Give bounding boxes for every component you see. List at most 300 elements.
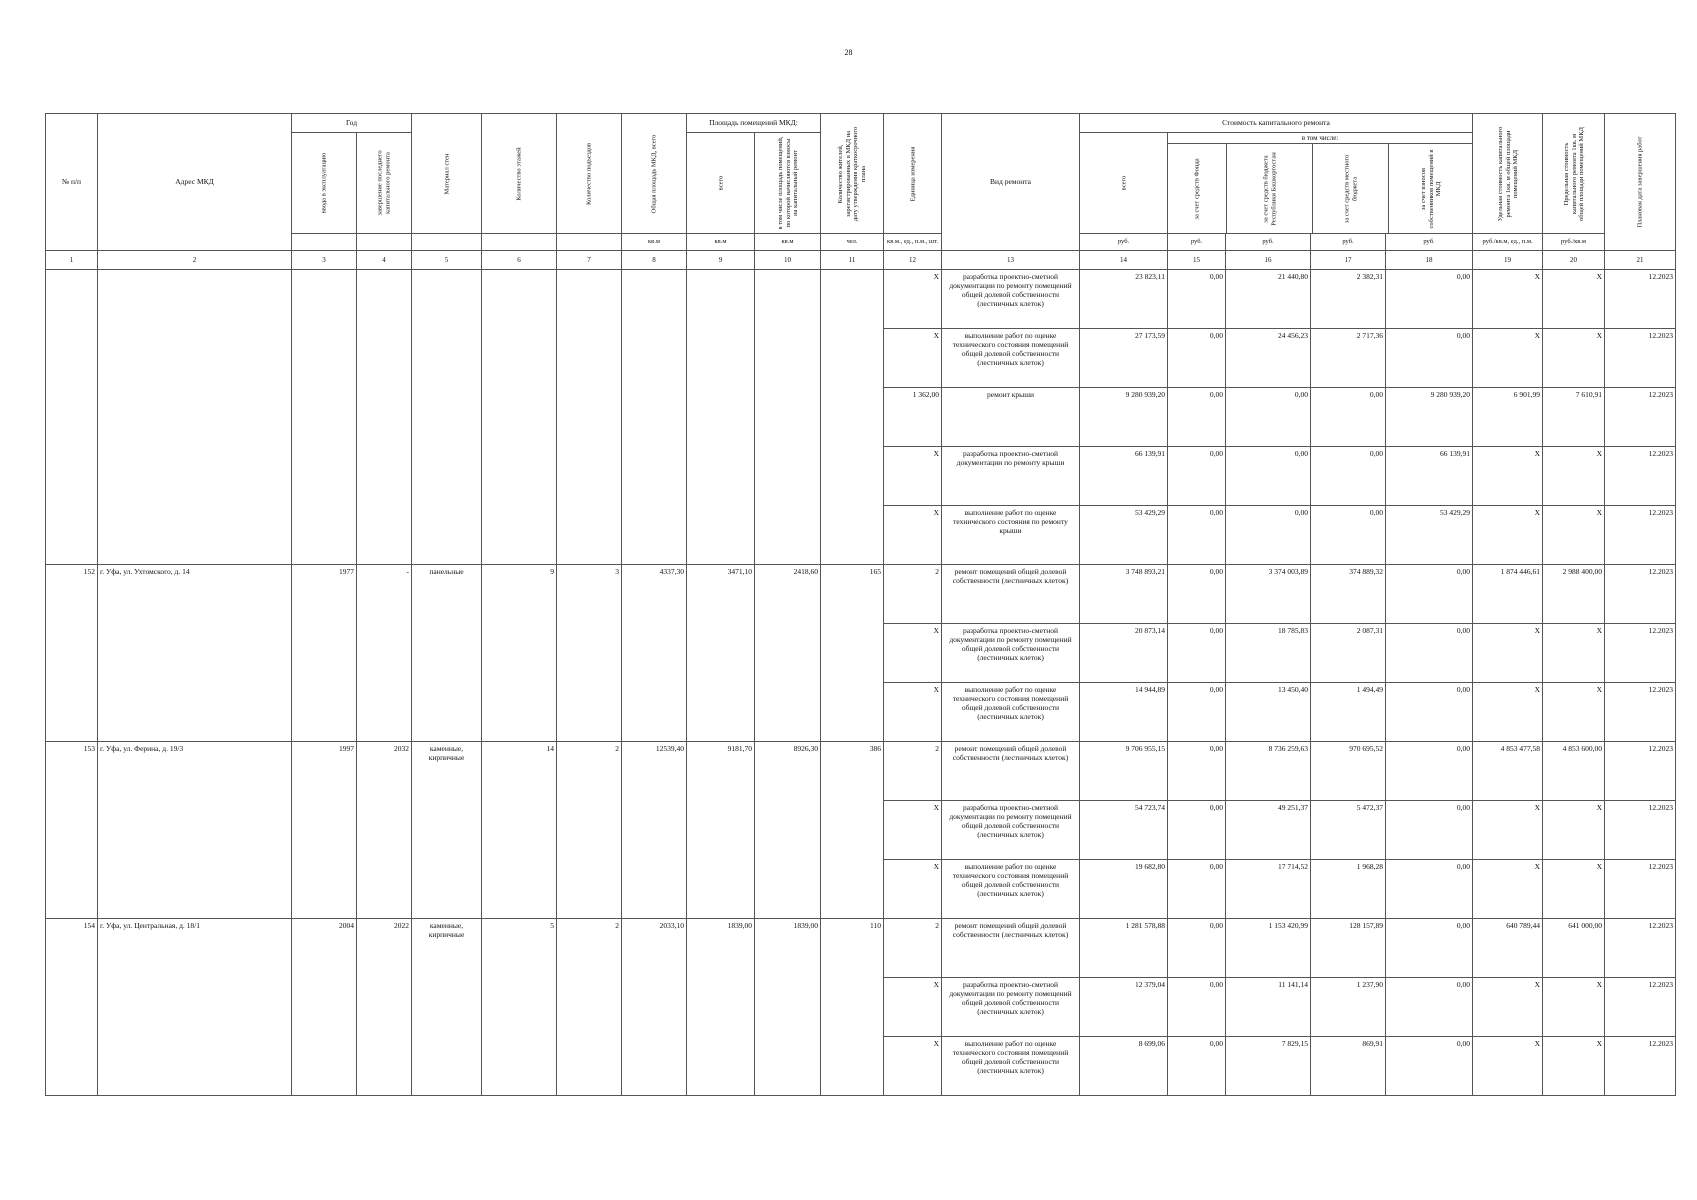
cell-loc: 374 889,32 <box>1311 565 1386 624</box>
cell-ta <box>622 801 687 860</box>
col-premises-area: Площадь помещений МКД: <box>687 114 821 133</box>
cell-fund: 0,00 <box>1168 1037 1226 1096</box>
column-number: 5 <box>412 251 482 270</box>
cell-rep: 0,00 <box>1226 388 1311 447</box>
cell-date: 12.2023 <box>1605 388 1676 447</box>
cell-unit: 1 362,00 <box>884 388 942 447</box>
cell-addr <box>98 860 292 919</box>
cell-total: 23 823,11 <box>1080 270 1168 329</box>
cell-ta <box>622 506 687 565</box>
cell-ta <box>622 329 687 388</box>
cell-en <box>557 329 622 388</box>
column-number: 10 <box>755 251 821 270</box>
cell-own: 0,00 <box>1386 329 1473 388</box>
cell-mc: X <box>1543 270 1605 329</box>
cell-pa: 3471,10 <box>687 565 755 624</box>
cell-date: 12.2023 <box>1605 447 1676 506</box>
cell-en: 2 <box>557 742 622 801</box>
cell-fund: 0,00 <box>1168 919 1226 978</box>
cell-unit: X <box>884 683 942 742</box>
cell-mc: 7 610,91 <box>1543 388 1605 447</box>
cell-mc: X <box>1543 1037 1605 1096</box>
column-number: 2 <box>98 251 292 270</box>
cell-fund: 0,00 <box>1168 388 1226 447</box>
cell-fl <box>482 624 557 683</box>
cell-type: выполнение работ по оценке технического состояния помещений общей долевой собственности (лестничных клеток) <box>942 683 1080 742</box>
cell-uc: 6 901,99 <box>1473 388 1543 447</box>
cell-addr: г. Уфа, ул. Центральная, д. 18/1 <box>98 919 292 978</box>
cell-date: 12.2023 <box>1605 919 1676 978</box>
cell-loc: 970 695,52 <box>1311 742 1386 801</box>
cell-y1 <box>292 388 357 447</box>
cell-uc: X <box>1473 978 1543 1037</box>
cell-res <box>821 1037 884 1096</box>
column-number: 14 <box>1080 251 1168 270</box>
cell-type: ремонт помещений общей долевой собственности (лестничных клеток) <box>942 742 1080 801</box>
cell-ta <box>622 388 687 447</box>
cell-type: выполнение работ по оценке технического состояния помещений общей долевой собственности (лестничных клеток) <box>942 860 1080 919</box>
cell-fl <box>482 506 557 565</box>
column-number: 7 <box>557 251 622 270</box>
cell-res <box>821 860 884 919</box>
cell-res <box>821 447 884 506</box>
cell-uc: X <box>1473 860 1543 919</box>
cell-type: разработка проектно-сметной документации по ремонту помещений общей долевой собственности (лестничных клеток) <box>942 624 1080 683</box>
column-number: 3 <box>292 251 357 270</box>
cell-num <box>46 801 98 860</box>
col-wall-material: Материал стен <box>412 114 482 234</box>
table-row <box>46 447 1676 506</box>
cell-date: 12.2023 <box>1605 565 1676 624</box>
cell-pa <box>687 270 755 329</box>
cell-type: разработка проектно-сметной документации по ремонту помещений общей долевой собственности (лестничных клеток) <box>942 978 1080 1037</box>
table-header <box>46 114 1676 270</box>
cell-total: 54 723,74 <box>1080 801 1168 860</box>
cell-rep: 7 829,15 <box>1226 1037 1311 1096</box>
cell-addr <box>98 683 292 742</box>
cell-own: 0,00 <box>1386 742 1473 801</box>
cell-type: ремонт помещений общей долевой собственности (лестничных клеток) <box>942 565 1080 624</box>
cell-total: 9 706 955,15 <box>1080 742 1168 801</box>
cell-pi: 1839,00 <box>755 919 821 978</box>
cell-pa <box>687 860 755 919</box>
cell-mc: 641 000,00 <box>1543 919 1605 978</box>
cell-loc: 128 157,89 <box>1311 919 1386 978</box>
cell-ta: 2033,10 <box>622 919 687 978</box>
cell-ta <box>622 1037 687 1096</box>
cell-unit: 2 <box>884 742 942 801</box>
cell-mat: каменные, кирпичные <box>412 742 482 801</box>
unit-rub3: руб. <box>1226 234 1311 251</box>
cell-y1 <box>292 506 357 565</box>
cell-pa <box>687 801 755 860</box>
cell-pa <box>687 624 755 683</box>
cell-loc: 0,00 <box>1311 388 1386 447</box>
cell-y2: 2032 <box>357 742 412 801</box>
cell-num <box>46 624 98 683</box>
cell-res: 110 <box>821 919 884 978</box>
cell-res <box>821 624 884 683</box>
repair-plan-table <box>45 113 1676 1096</box>
cell-own: 0,00 <box>1386 683 1473 742</box>
cell-fl <box>482 447 557 506</box>
table-row <box>46 270 1676 329</box>
cell-addr <box>98 624 292 683</box>
cell-y1 <box>292 860 357 919</box>
cell-en <box>557 978 622 1037</box>
cell-type: разработка проектно-сметной документации по ремонту помещений общей долевой собственности (лестничных клеток) <box>942 270 1080 329</box>
cell-num <box>46 270 98 329</box>
cell-fund: 0,00 <box>1168 329 1226 388</box>
cell-loc: 1 968,28 <box>1311 860 1386 919</box>
cell-total: 66 139,91 <box>1080 447 1168 506</box>
cell-en: 3 <box>557 565 622 624</box>
cell-uc: X <box>1473 1037 1543 1096</box>
cell-rep: 49 251,37 <box>1226 801 1311 860</box>
column-number: 13 <box>942 251 1080 270</box>
cell-fund: 0,00 <box>1168 860 1226 919</box>
col-year: Год <box>292 114 412 133</box>
unit-people: чел. <box>821 234 884 251</box>
cell-total: 3 748 893,21 <box>1080 565 1168 624</box>
cell-pi: 8926,30 <box>755 742 821 801</box>
cell-date: 12.2023 <box>1605 329 1676 388</box>
cell-date: 12.2023 <box>1605 506 1676 565</box>
cell-rep: 0,00 <box>1226 506 1311 565</box>
column-number: 16 <box>1226 251 1311 270</box>
cell-total: 20 873,14 <box>1080 624 1168 683</box>
cell-en <box>557 270 622 329</box>
cell-y2 <box>357 388 412 447</box>
table-row <box>46 624 1676 683</box>
table-row <box>46 329 1676 388</box>
cell-pi: 2418,60 <box>755 565 821 624</box>
cell-mat <box>412 978 482 1037</box>
cell-ta <box>622 624 687 683</box>
cell-rep: 1 153 420,99 <box>1226 919 1311 978</box>
cell-fund: 0,00 <box>1168 683 1226 742</box>
cell-en <box>557 683 622 742</box>
cell-addr <box>98 270 292 329</box>
cell-pa <box>687 506 755 565</box>
cell-ta <box>622 447 687 506</box>
cell-addr <box>98 801 292 860</box>
cell-total: 19 682,80 <box>1080 860 1168 919</box>
cell-date: 12.2023 <box>1605 683 1676 742</box>
cell-mc: X <box>1543 506 1605 565</box>
cell-mc: 4 853 600,00 <box>1543 742 1605 801</box>
cell-unit: X <box>884 1037 942 1096</box>
cell-own: 0,00 <box>1386 801 1473 860</box>
cell-fl <box>482 801 557 860</box>
cell-mc: X <box>1543 683 1605 742</box>
col-year-commission: ввода в эксплуатацию <box>292 133 357 234</box>
cell-num <box>46 978 98 1037</box>
column-number: 1 <box>46 251 98 270</box>
table-row <box>46 742 1676 801</box>
cell-mat <box>412 860 482 919</box>
col-local: за счет средств местного бюджета <box>1313 144 1389 233</box>
col-entrances: Количество подъездов <box>557 114 622 234</box>
cell-pi <box>755 801 821 860</box>
table-row <box>46 1037 1676 1096</box>
cell-date: 12.2023 <box>1605 860 1676 919</box>
column-number: 18 <box>1386 251 1473 270</box>
cell-addr <box>98 978 292 1037</box>
cell-y1 <box>292 329 357 388</box>
cell-res <box>821 506 884 565</box>
cell-rep: 0,00 <box>1226 447 1311 506</box>
cell-mat <box>412 801 482 860</box>
cell-fund: 0,00 <box>1168 565 1226 624</box>
cell-unit: X <box>884 447 942 506</box>
cell-ta: 12539,40 <box>622 742 687 801</box>
cell-total: 12 379,04 <box>1080 978 1168 1037</box>
cell-y1 <box>292 801 357 860</box>
cell-y1 <box>292 447 357 506</box>
cell-type: выполнение работ по оценке технического состояния по ремонту крыши <box>942 506 1080 565</box>
cell-pa <box>687 978 755 1037</box>
cell-pa: 9181,70 <box>687 742 755 801</box>
cell-num <box>46 860 98 919</box>
cell-num: 152 <box>46 565 98 624</box>
cell-y2: - <box>357 565 412 624</box>
cell-fl <box>482 1037 557 1096</box>
cell-fl <box>482 683 557 742</box>
cell-own: 53 429,29 <box>1386 506 1473 565</box>
cell-y1 <box>292 683 357 742</box>
cell-y1: 1997 <box>292 742 357 801</box>
cell-fl: 9 <box>482 565 557 624</box>
cell-pi <box>755 329 821 388</box>
cell-uc: 640 789,44 <box>1473 919 1543 978</box>
unit-rub4: руб. <box>1311 234 1386 251</box>
cell-res <box>821 388 884 447</box>
col-floors: Количество этажей <box>482 114 557 234</box>
cell-loc: 1 237,90 <box>1311 978 1386 1037</box>
col-cost-total: всего <box>1080 133 1168 234</box>
cell-pi <box>755 388 821 447</box>
cell-type: разработка проектно-сметной документации по ремонту помещений общей долевой собственности (лестничных клеток) <box>942 801 1080 860</box>
cell-own: 0,00 <box>1386 624 1473 683</box>
cell-type: ремонт крыши <box>942 388 1080 447</box>
col-year-last-repair: завершение последнего капитального ремонта <box>357 133 412 234</box>
cell-num <box>46 1037 98 1096</box>
cell-uc: X <box>1473 683 1543 742</box>
cell-mat <box>412 270 482 329</box>
unit-rub1: руб. <box>1080 234 1168 251</box>
cell-total: 53 429,29 <box>1080 506 1168 565</box>
unit-area: кв.м <box>622 234 687 251</box>
cell-mc: X <box>1543 860 1605 919</box>
table-row <box>46 919 1676 978</box>
cell-en <box>557 624 622 683</box>
cell-uc: X <box>1473 624 1543 683</box>
cell-y1 <box>292 978 357 1037</box>
cell-pi <box>755 978 821 1037</box>
column-number-row <box>46 251 1676 270</box>
cell-loc: 2 087,31 <box>1311 624 1386 683</box>
cell-fund: 0,00 <box>1168 742 1226 801</box>
cell-own: 0,00 <box>1386 565 1473 624</box>
cell-own: 9 280 939,20 <box>1386 388 1473 447</box>
cell-type: выполнение работ по оценке технического состояния помещений общей долевой собственности (лестничных клеток) <box>942 329 1080 388</box>
cell-en <box>557 860 622 919</box>
unit-area2: кв.м <box>687 234 755 251</box>
cell-pa <box>687 683 755 742</box>
cell-y2 <box>357 329 412 388</box>
cell-addr <box>98 447 292 506</box>
column-number: 6 <box>482 251 557 270</box>
cell-fund: 0,00 <box>1168 978 1226 1037</box>
col-incl: в том числе: <box>1168 133 1472 144</box>
cell-fund: 0,00 <box>1168 801 1226 860</box>
cell-y2 <box>357 1037 412 1096</box>
cell-en <box>557 801 622 860</box>
cell-uc: X <box>1473 270 1543 329</box>
cell-addr <box>98 329 292 388</box>
col-unit: Единица измерения <box>884 114 942 234</box>
cell-mat <box>412 506 482 565</box>
cell-y2 <box>357 506 412 565</box>
cell-y2 <box>357 447 412 506</box>
unit-rub2: руб. <box>1168 234 1226 251</box>
cell-rep: 13 450,40 <box>1226 683 1311 742</box>
column-number: 11 <box>821 251 884 270</box>
cell-mat <box>412 329 482 388</box>
cell-uc: 1 874 446,61 <box>1473 565 1543 624</box>
cell-unit: X <box>884 978 942 1037</box>
table-row <box>46 506 1676 565</box>
cell-pa: 1839,00 <box>687 919 755 978</box>
cell-unit: 2 <box>884 565 942 624</box>
cell-num <box>46 447 98 506</box>
cell-pi <box>755 624 821 683</box>
cell-y2 <box>357 270 412 329</box>
cell-en <box>557 447 622 506</box>
cell-mc: X <box>1543 329 1605 388</box>
col-repair-type: Вид ремонта <box>942 114 1080 251</box>
cell-mc: X <box>1543 978 1605 1037</box>
cell-num: 153 <box>46 742 98 801</box>
cell-mc: X <box>1543 801 1605 860</box>
cell-fund: 0,00 <box>1168 624 1226 683</box>
cell-uc: X <box>1473 506 1543 565</box>
cell-y2 <box>357 624 412 683</box>
col-num: № п/п <box>46 114 98 251</box>
cell-rep: 3 374 003,89 <box>1226 565 1311 624</box>
column-number: 17 <box>1311 251 1386 270</box>
cell-rep: 21 440,80 <box>1226 270 1311 329</box>
cell-ta <box>622 860 687 919</box>
cell-mc: X <box>1543 447 1605 506</box>
cell-type: ремонт помещений общей долевой собственности (лестничных клеток) <box>942 919 1080 978</box>
cell-uc: X <box>1473 447 1543 506</box>
cell-loc: 869,91 <box>1311 1037 1386 1096</box>
cell-loc: 1 494,49 <box>1311 683 1386 742</box>
table-row <box>46 388 1676 447</box>
cell-type: разработка проектно-сметной документации по ремонту крыши <box>942 447 1080 506</box>
cell-res: 165 <box>821 565 884 624</box>
col-fund: за счет средств Фонда <box>1168 144 1227 233</box>
cell-y2 <box>357 978 412 1037</box>
cell-addr <box>98 506 292 565</box>
cell-pi <box>755 270 821 329</box>
cell-own: 0,00 <box>1386 919 1473 978</box>
cell-date: 12.2023 <box>1605 978 1676 1037</box>
cell-rep: 17 714,52 <box>1226 860 1311 919</box>
unit-measure: кв.м., ед., п.м., шт. <box>884 234 942 251</box>
cell-fl: 14 <box>482 742 557 801</box>
cell-pi <box>755 447 821 506</box>
col-premises-total: всего <box>687 133 755 234</box>
cell-pa <box>687 388 755 447</box>
cell-total: 14 944,89 <box>1080 683 1168 742</box>
cell-own: 0,00 <box>1386 860 1473 919</box>
column-number: 12 <box>884 251 942 270</box>
cell-own: 0,00 <box>1386 978 1473 1037</box>
cell-pi <box>755 683 821 742</box>
column-number: 9 <box>687 251 755 270</box>
column-number: 20 <box>1543 251 1605 270</box>
col-unit-cost: Удельная стоимость капитального ремонта 1кв. м общей площади помещений МКД <box>1473 114 1543 234</box>
cell-fund: 0,00 <box>1168 506 1226 565</box>
cell-addr <box>98 388 292 447</box>
column-number: 4 <box>357 251 412 270</box>
cell-own: 0,00 <box>1386 1037 1473 1096</box>
cell-loc: 0,00 <box>1311 447 1386 506</box>
cell-pa <box>687 329 755 388</box>
cell-num <box>46 329 98 388</box>
cell-loc: 5 472,37 <box>1311 801 1386 860</box>
cell-loc: 0,00 <box>1311 506 1386 565</box>
unit-rub5: руб. <box>1386 234 1473 251</box>
cell-fl: 5 <box>482 919 557 978</box>
table-row <box>46 565 1676 624</box>
cell-total: 9 280 939,20 <box>1080 388 1168 447</box>
cell-loc: 2 717,36 <box>1311 329 1386 388</box>
table-row <box>46 978 1676 1037</box>
cell-mat: каменные, кирпичные <box>412 919 482 978</box>
unit-per2: руб./кв.м <box>1543 234 1605 251</box>
cell-en <box>557 506 622 565</box>
cell-unit: 2 <box>884 919 942 978</box>
col-premises-incl: в том числе площадь помещений, по которой начисляются взносы на капитальный ремонт <box>755 133 821 234</box>
cell-y1 <box>292 624 357 683</box>
cell-res: 386 <box>821 742 884 801</box>
cell-fl <box>482 388 557 447</box>
cell-unit: X <box>884 270 942 329</box>
cell-y1 <box>292 1037 357 1096</box>
unit-area3: кв.м <box>755 234 821 251</box>
cell-y2 <box>357 683 412 742</box>
cell-y2 <box>357 801 412 860</box>
cell-own: 66 139,91 <box>1386 447 1473 506</box>
cell-uc: X <box>1473 329 1543 388</box>
cell-unit: X <box>884 624 942 683</box>
cell-unit: X <box>884 329 942 388</box>
column-number: 8 <box>622 251 687 270</box>
cell-date: 12.2023 <box>1605 801 1676 860</box>
cell-mat <box>412 624 482 683</box>
cell-mc: 2 988 400,00 <box>1543 565 1605 624</box>
cell-fl <box>482 270 557 329</box>
cell-res <box>821 270 884 329</box>
cell-y1: 1977 <box>292 565 357 624</box>
cell-mat <box>412 683 482 742</box>
col-total-area: Общая площадь МКД, всего <box>622 114 687 234</box>
cell-y1 <box>292 270 357 329</box>
